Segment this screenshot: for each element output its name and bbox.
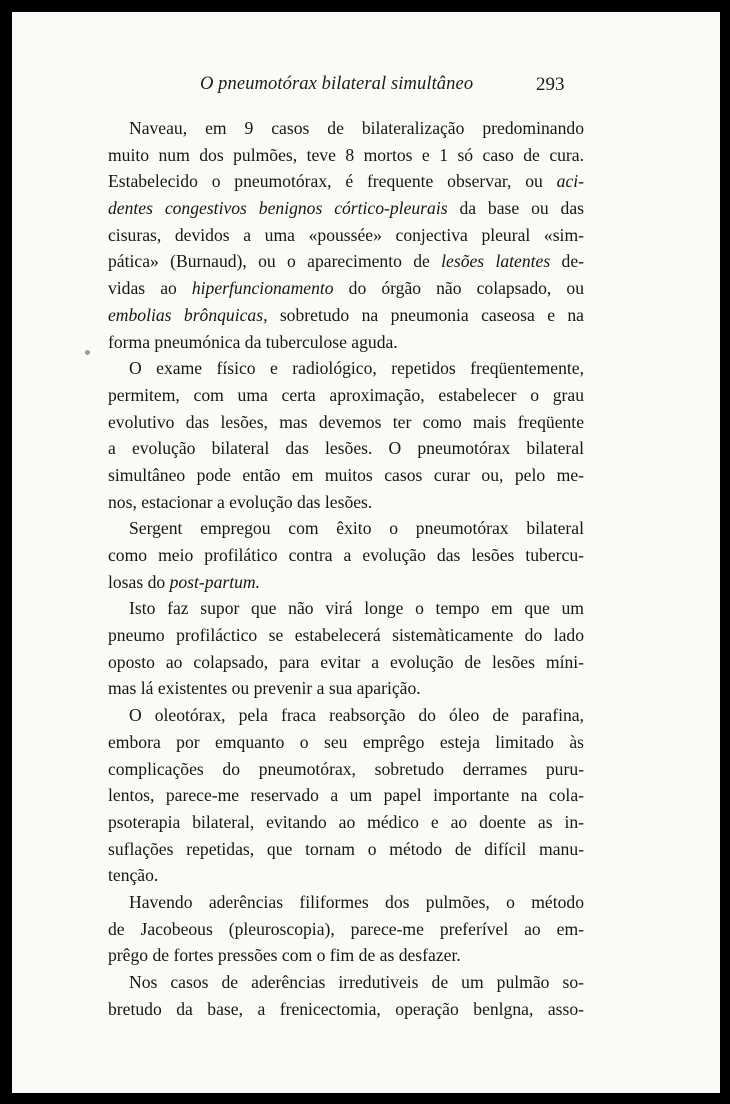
- text-line: Isto faz supor que não virá longe o tempo em que um: [129, 598, 584, 619]
- text-line: vidas ao hiperfuncionamento do órgão não colapsado, ou: [108, 278, 584, 299]
- text-line: O oleotórax, pela fraca reabsorção do óleo de parafina,: [129, 705, 584, 726]
- text-line: nos, estacionar a evolução das lesões.: [108, 491, 373, 512]
- text-line: como meio profilático contra a evolução das lesões tubercu-: [108, 545, 584, 565]
- text-line: a evolução bilateral das lesões. O pneumotórax bilateral: [108, 438, 584, 459]
- body-text: [108, 115, 584, 1022]
- text-line: tenção.: [108, 865, 159, 886]
- text-line: pática» (Burnaud), ou o aparecimento de lesões latentes de-: [108, 251, 584, 272]
- text-line: complicações do pneumotórax, sobretudo derrames puru-: [108, 758, 584, 779]
- text-line: lentos, parece-me reservado a um papel importante na cola-: [108, 785, 584, 806]
- text-line: suflações repetidas, que tornam o método de difícil manu-: [108, 838, 584, 859]
- text-line: de Jacobeous (pleuroscopia), parece-me preferível ao em-: [108, 918, 584, 939]
- text-line: psoterapia bilateral, evitando ao médico e ao doente as in-: [108, 811, 584, 832]
- text-line: cisuras, devidos a uma «poussée» conjectiva pleural «sim-: [108, 224, 584, 245]
- text-line: embolias brônquicas, sobretudo na pneumonia caseosa e na: [108, 304, 584, 325]
- book-page: [12, 12, 720, 1093]
- page-header: [12, 74, 720, 104]
- text-line: Nos casos de aderências irredutiveis de um pulmão so-: [129, 972, 584, 992]
- print-speck: [85, 350, 90, 355]
- text-line: muito num dos pulmões, teve 8 mortos e 1 só caso de cura.: [108, 144, 584, 165]
- text-line: Estabelecido o pneumotórax, é frequente observar, ou aci-: [108, 171, 584, 192]
- text-line: evolutivo das lesões, mas devemos ter como mais freqüente: [108, 411, 584, 432]
- text-line: Havendo aderências filiformes dos pulmões, o método: [129, 891, 584, 912]
- text-line: permitem, com uma certa aproximação, estabelecer o grau: [108, 384, 584, 405]
- text-line: bretudo da base, a frenicectomia, operação benlgna, asso-: [108, 998, 584, 1019]
- text-line: losas do post-partum.: [108, 571, 260, 592]
- text-line: oposto ao colapsado, para evitar a evolução de lesões míni-: [108, 651, 584, 672]
- text-line: Naveau, em 9 casos de bilateralização predominando: [129, 118, 584, 138]
- text-line: embora por emquanto o seu emprêgo esteja limitado às: [108, 731, 584, 752]
- text-line: forma pneumónica da tuberculose aguda.: [108, 331, 398, 352]
- text-line: O exame físico e radiológico, repetidos freqüentemente,: [129, 358, 584, 379]
- text-line: mas lá existentes ou prevenir a sua aparição.: [108, 678, 421, 699]
- text-line: Sergent empregou com êxito o pneumotórax bilateral: [129, 518, 584, 539]
- text-line: pneumo profiláctico se estabelecerá sistemàticamente do lado: [108, 625, 584, 646]
- text-line: dentes congestivos benignos córtico-pleurais da base ou das: [108, 198, 584, 219]
- page-number: 293: [536, 74, 565, 95]
- running-title: O pneumotórax bilateral simultâneo: [200, 74, 474, 94]
- text-line: prêgo de fortes pressões com o fim de as desfazer.: [108, 945, 461, 966]
- text-line: simultâneo pode então em muitos casos curar ou, pelo me-: [108, 464, 584, 485]
